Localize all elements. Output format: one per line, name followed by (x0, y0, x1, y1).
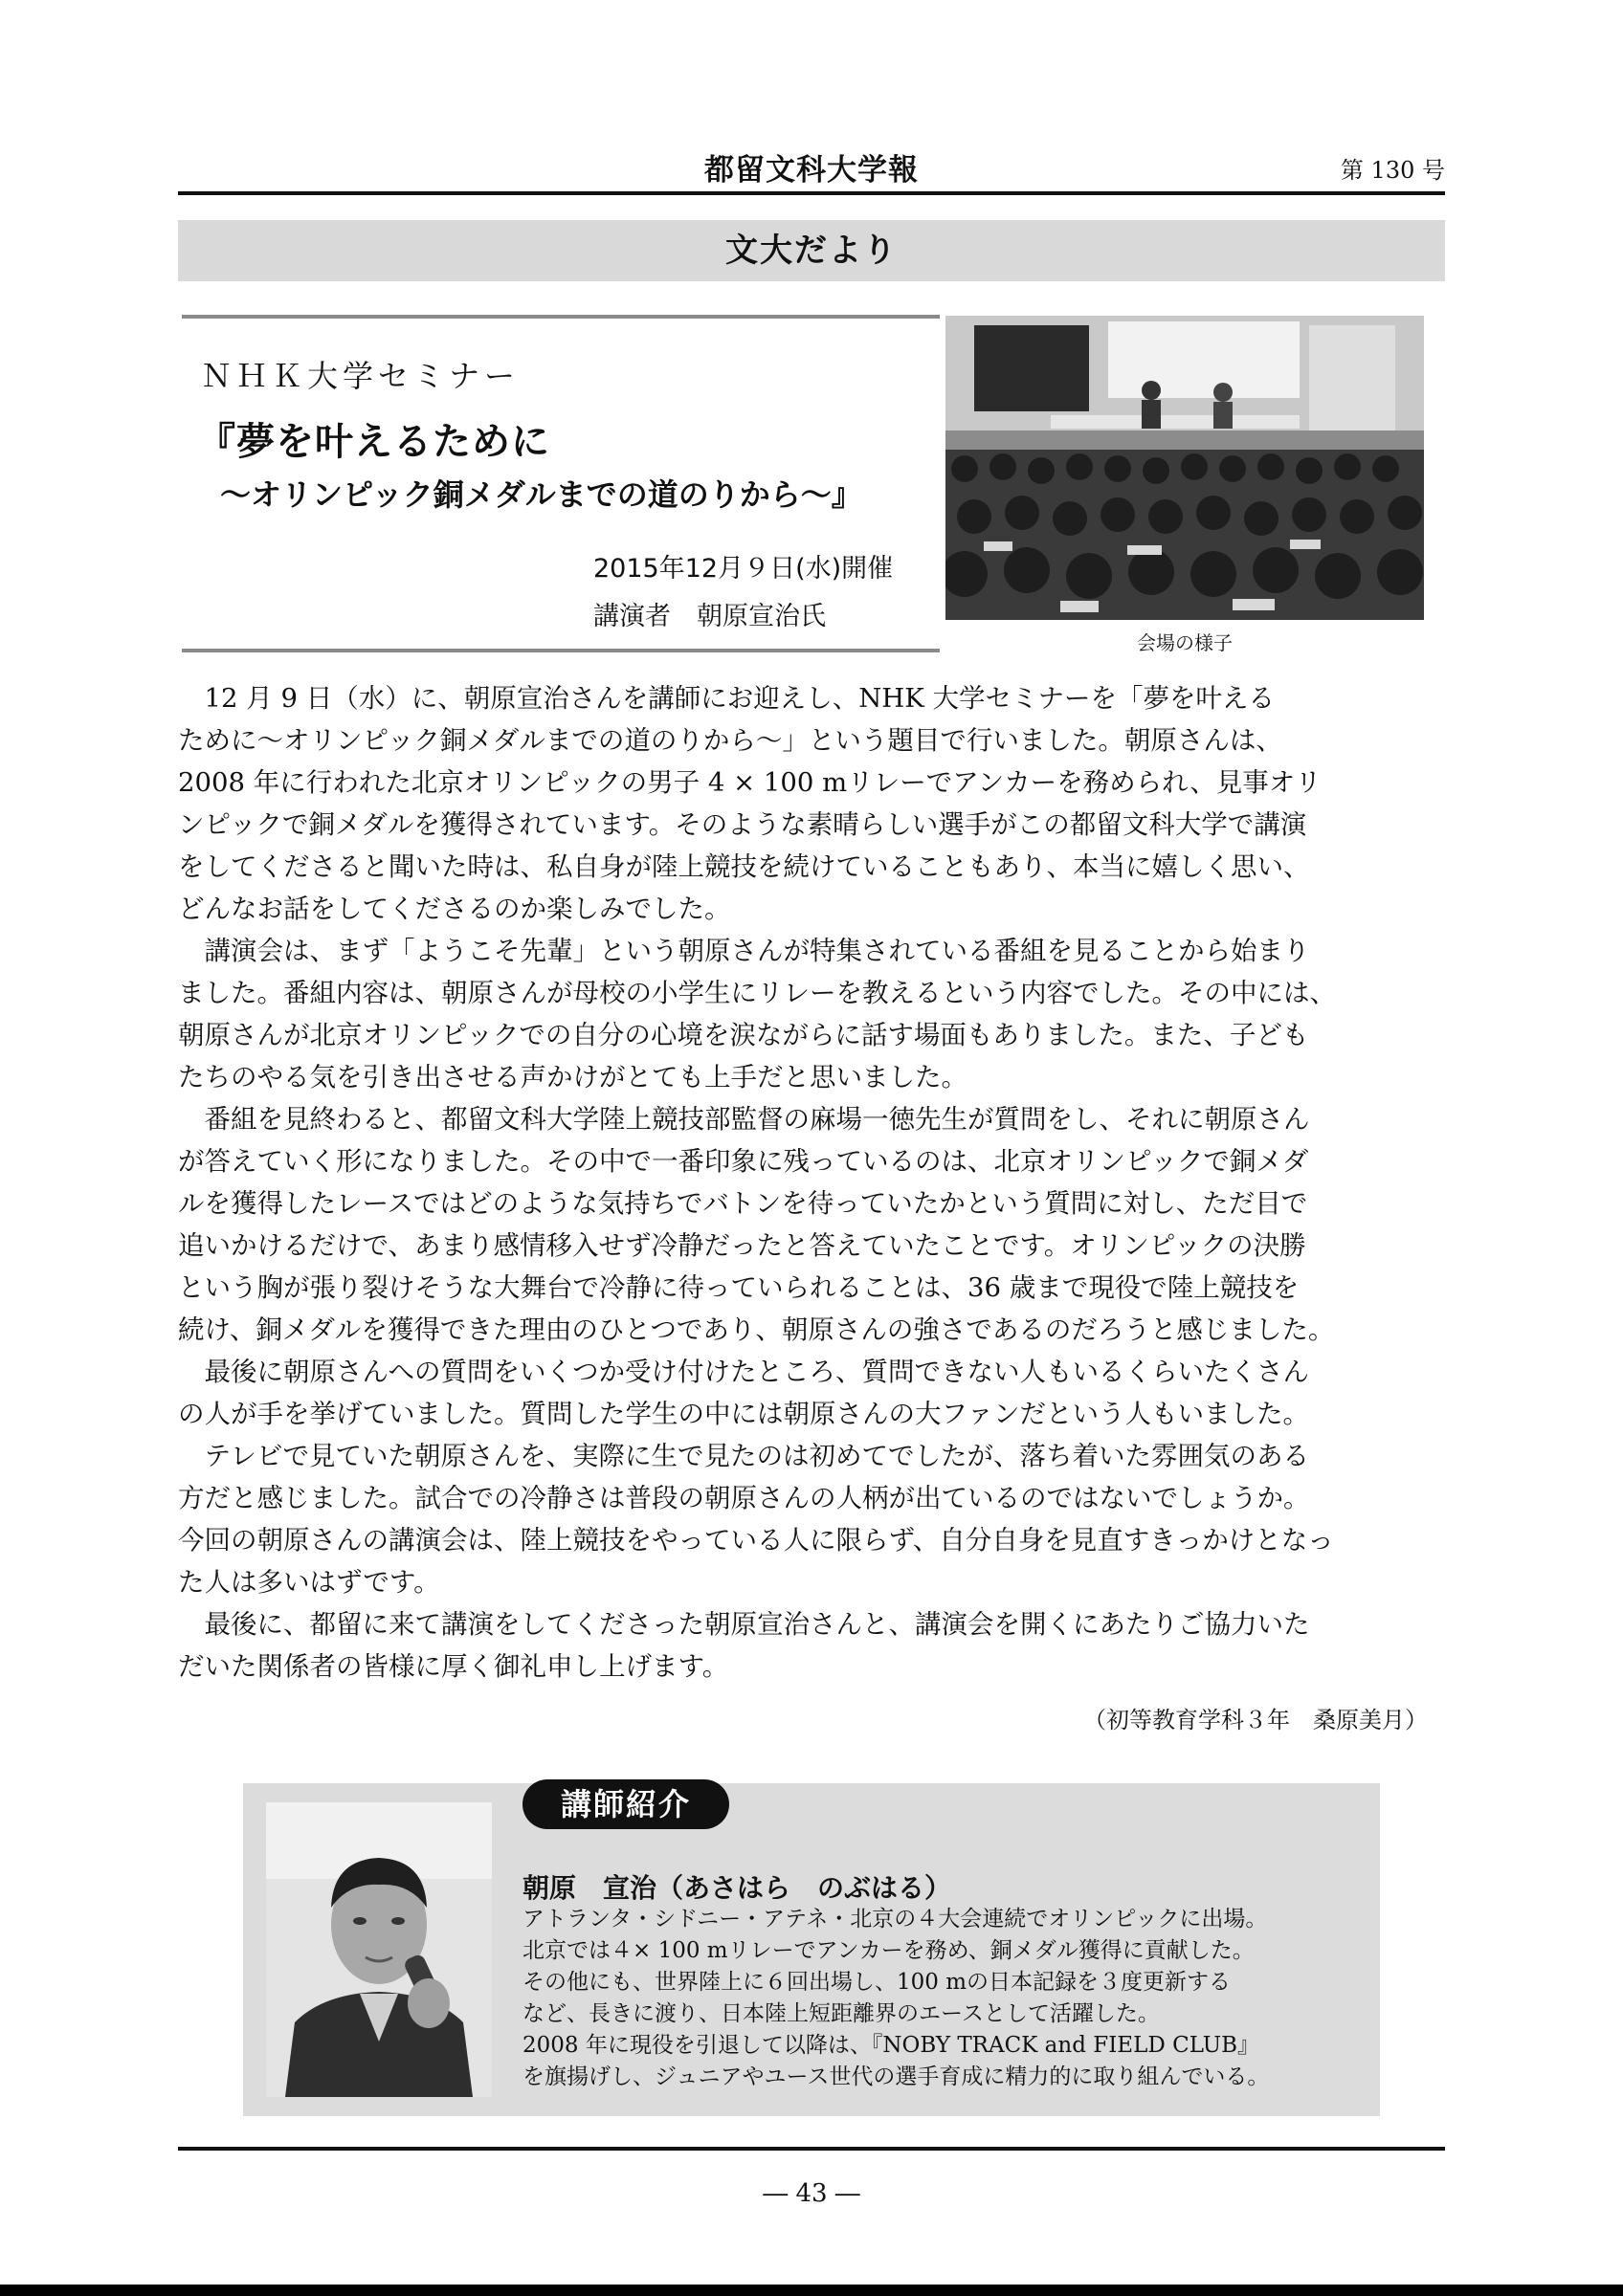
article-line: 2008 年に行われた北京オリンピックの男子 4 × 100 mリレーでアンカーを務められ、見事オリ (178, 767, 1322, 798)
article-line: どんなお話をしてくださるのか楽しみでした。 (178, 894, 731, 924)
event-speaker: 講演者 朝原宣治氏 (593, 602, 826, 631)
article-line: 12 月 9 日（水）に、朝原宣治さんを講師にお迎えし、NHK 大学セミナーを「夢を叶える (204, 683, 1276, 714)
bio-line: その他にも、世界陸上に６回出場し、100 mの日本記録を３度更新する (522, 1970, 1232, 1995)
event-title-block (182, 325, 940, 645)
article-paragraph (178, 1603, 1428, 1688)
article-line: 今回の朝原さんの講演会は、陸上競技をやっている人に限らず、自分自身を見直すきっかけとなっ (178, 1525, 1334, 1556)
article-line: をしてくださると聞いた時は、私自身が陸上競技を続けていることもあり、本当に嬉しく思い、 (178, 851, 1310, 882)
article-line: たちのやる気を引き出させる声かけがとても上手だと思いました。 (178, 1062, 967, 1093)
speaker-portrait-photo (266, 1802, 492, 2097)
bio-line: 2008 年に現役を引退して以降は、『NOBY TRACK and FIELD CLUB』 (522, 2033, 1259, 2058)
article-body (178, 677, 1428, 1688)
article-line: だいた関係者の皆様に厚く御礼申し上げます。 (178, 1651, 729, 1682)
article-paragraph (178, 1435, 1428, 1603)
event-subtitle: ～オリンピック銅メダルまでの道のりから～』 (220, 476, 862, 513)
header-rule (178, 191, 1445, 195)
article-line: ルを獲得したレースではどのような気持ちでバトンを待っていたかという質問に対し、ただ目で (178, 1188, 1308, 1219)
article-line: 講演会は、まず「ようこそ先輩」という朝原さんが特集されている番組を見ることから始まり (204, 936, 1310, 966)
event-kicker: ＮＨＫ大学セミナー (201, 358, 521, 394)
article-line: ために～オリンピック銅メダルまでの道のりから～」という題目で行いました。朝原さんは、 (178, 725, 1282, 756)
publication-title: 都留文科大学報 (704, 153, 919, 188)
article-paragraph (178, 930, 1428, 1098)
article-line: テレビで見ていた朝原さんを、実際に生で見たのは初めてでしたが、落ち着いた雰囲気のある (204, 1441, 1309, 1471)
speaker-name: 朝原 宣治（あさはら のぶはる） (522, 1872, 952, 1904)
event-title: 『夢を叶えるために (197, 420, 550, 464)
profile-tag: 講師紹介 (522, 1779, 729, 1829)
bio-line: アトランタ・シドニー・アテネ・北京の４大会連続でオリンピックに出場。 (522, 1907, 1268, 1932)
speaker-bio (522, 1904, 1365, 2093)
title-rule-bottom (182, 649, 940, 652)
page-header (178, 144, 1445, 195)
page-number: ― 43 ― (763, 2179, 860, 2208)
article-line: という胸が張り裂けそうな大舞台で冷静に待っていられることは、36 歳まで現役で陸上競技を (178, 1272, 1300, 1303)
title-rule-top (182, 315, 940, 319)
section-title: 文大だより (725, 232, 898, 270)
article-line: 番組を見終わると、都留文科大学陸上競技部監督の麻場一徳先生が質問をし、それに朝原さん (204, 1104, 1310, 1135)
article-line: 続け、銅メダルを獲得できた理由のひとつであり、朝原さんの強さであるのだろうと感じました。 (178, 1314, 1335, 1345)
event-date: 2015年12月９日(水)開催 (593, 554, 894, 584)
bottom-edge-bar (0, 2285, 1623, 2296)
article-line: が答えていく形になりました。その中で一番印象に残っているのは、北京オリンピックで銅メダ (178, 1146, 1309, 1177)
article-line: 朝原さんが北京オリンピックでの自分の心境を涙ながらに話す場面もありました。また、子ども (178, 1020, 1309, 1050)
bio-line: を旗揚げし、ジュニアやユース世代の選手育成に精力的に取り組んでいる。 (522, 2064, 1270, 2089)
section-banner (178, 220, 1445, 281)
footer-rule (178, 2147, 1445, 2151)
article-line: の人が手を挙げていました。質問した学生の中には朝原さんの大ファンだという人もいました。 (178, 1399, 1309, 1429)
article-line: ンピックで銅メダルを獲得されています。そのような素晴らしい選手がこの都留文科大学で講演 (178, 809, 1307, 840)
article-line: 最後に朝原さんへの質問をいくつか受け付けたところ、質問できない人もいるくらいたくさん (204, 1357, 1309, 1387)
article-paragraph (178, 677, 1428, 930)
issue-number: 第 130 号 (1340, 157, 1445, 184)
bio-line: など、長きに渡り、日本陸上短距離界のエースとして活躍した。 (522, 2001, 1160, 2026)
bio-line: 北京では４× 100 mリレーでアンカーを務め、銅メダル獲得に貢献した。 (522, 1938, 1255, 1963)
article-line: 方だと感じました。試合での冷静さは普段の朝原さんの人柄が出ているのではないでしょうか。 (178, 1483, 1310, 1513)
article-paragraph (178, 1098, 1428, 1351)
article-line: た人は多いはずです。 (178, 1567, 440, 1598)
article-line: 追いかけるだけで、あまり感情移入せず冷静だったと答えていたことです。オリンピックの決勝 (178, 1230, 1306, 1261)
article-line: ました。番組内容は、朝原さんが母校の小学生にリレーを教えるという内容でした。その中には、 (178, 978, 1336, 1008)
article-line: 最後に、都留に来て講演をしてくださった朝原宣治さんと、講演会を開くにあたりご協力いた (204, 1609, 1310, 1640)
venue-photo-caption: 会場の様子 (1137, 631, 1233, 654)
article-paragraph (178, 1351, 1428, 1435)
article-byline: （初等教育学科３年 桑原美月） (1083, 1707, 1428, 1733)
venue-photo (945, 316, 1424, 620)
